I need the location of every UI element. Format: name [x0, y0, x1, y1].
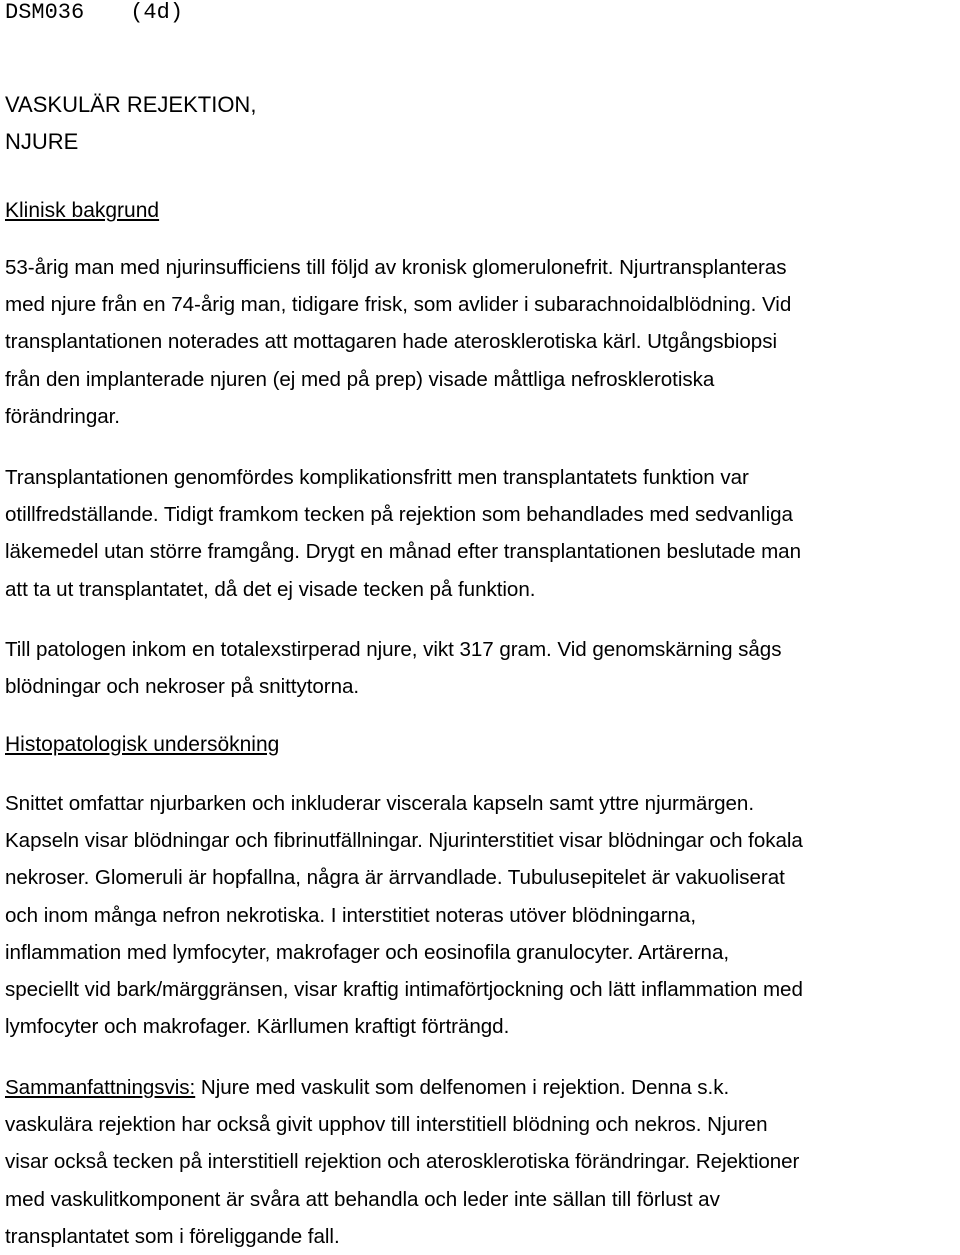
clinical-paragraph-2: [5, 459, 960, 608]
text-line: Transplantationen genomfördes komplikationsfritt men transplantatets funktion var: [5, 466, 749, 489]
text-line: Snittet omfattar njurbarken och inkluderar viscerala kapseln samt yttre njurmärgen.: [5, 792, 755, 815]
text-line: [5, 1069, 960, 1106]
histopathology-paragraph: [5, 785, 960, 1045]
text-line: med vaskulitkomponent är svåra att behandla och leder inte sällan till förlust av: [5, 1187, 720, 1211]
text-line: otillfredställande. Tidigt framkom tecken på rejektion som behandlades med sedvanliga: [5, 503, 793, 527]
clinical-paragraph-3: [5, 631, 960, 705]
text-line: blödningar och nekroser på snittytorna.: [5, 675, 360, 699]
text-line: läkemedel utan större framgång. Drygt en månad efter transplantationen beslutade man: [5, 540, 801, 564]
text-line: med njure från en 74-årig man, tidigare frisk, som avlider i subarachnoidalblödning. Vid: [5, 293, 792, 317]
document-title: [5, 86, 256, 160]
text-line: transplantationen noterades att mottagaren hade aterosklerotiska kärl. Utgångsbiopsi: [5, 330, 777, 354]
summary-heading: Sammanfattningsvis:: [5, 1076, 196, 1099]
case-subnumber: (4d): [130, 0, 184, 25]
text-line: vaskulära rejektion har också givit upphov till interstitiell blödning och nekros. Njuren: [5, 1113, 768, 1137]
case-header: [5, 0, 183, 26]
text-line: Till patologen inkom en totalexstirperad njure, vikt 317 gram. Vid genomskärning sågs: [5, 638, 782, 661]
text-line: Kapseln visar blödningar och fibrinutfällningar. Njurinterstitiet visar blödningar och fokala: [5, 829, 803, 853]
text-line: transplantatet som i föreliggande fall.: [5, 1224, 340, 1248]
text-line: nekroser. Glomeruli är hopfallna, några är ärrvandlade. Tubulusepitelet är vakuoliserat: [5, 866, 785, 890]
text-line: visar också tecken på interstitiell rejektion och aterosklerotiska förändringar. Rejektioner: [5, 1150, 800, 1174]
summary-text: Njure med vaskulit som delfenomen i rejektion. Denna s.k.: [195, 1076, 730, 1099]
text-line: förändringar.: [5, 404, 120, 428]
title-line-1: VASKULÄR REJEKTION,: [5, 92, 257, 117]
histopathology-heading: Histopatologisk undersökning: [5, 733, 280, 756]
case-number: DSM036: [5, 0, 85, 25]
text-line: lymfocyter och makrofager. Kärllumen kraftigt förträngd.: [5, 1015, 510, 1039]
title-line-2: NJURE: [5, 129, 79, 154]
clinical-paragraph-1: [5, 249, 960, 435]
text-line: inflammation med lymfocyter, makrofager och eosinofila granulocyter. Artärerna,: [5, 940, 730, 964]
text-line: att ta ut transplantatet, då det ej visade tecken på funktion.: [5, 577, 536, 601]
clinical-background-heading: Klinisk bakgrund: [5, 199, 160, 222]
text-line: och inom många nefron nekrotiska. I interstitiet noteras utöver blödningarna,: [5, 903, 697, 927]
text-line: från den implanterade njuren (ej med på prep) visade måttliga nefrosklerotiska: [5, 367, 715, 391]
text-line: speciellt vid bark/märggränsen, visar kraftig intimaförtjockning och lätt inflammation med: [5, 978, 803, 1002]
summary-paragraph: [5, 1069, 960, 1255]
text-line: 53-årig man med njurinsufficiens till följd av kronisk glomerulonefrit. Njurtransplanteras: [5, 256, 787, 279]
